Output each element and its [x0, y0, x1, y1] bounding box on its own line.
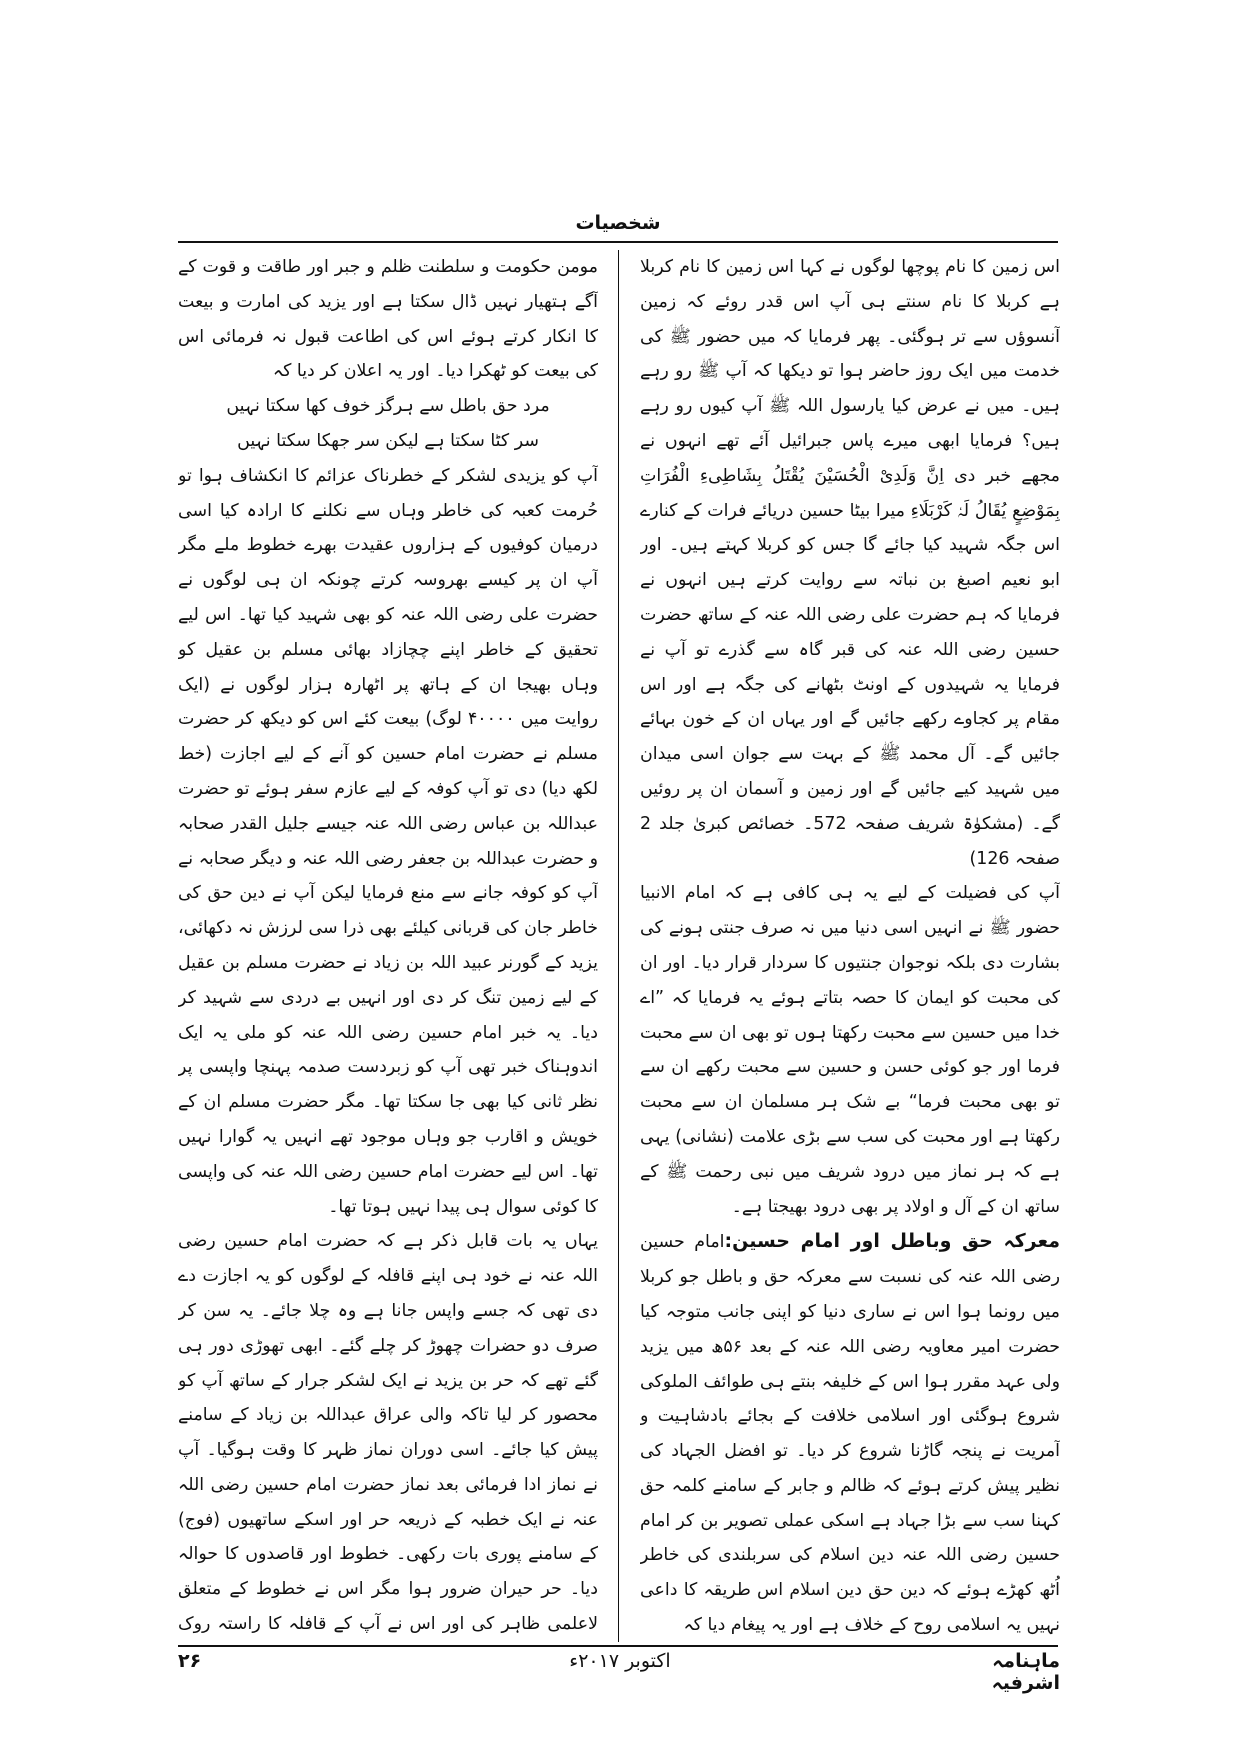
- right-paragraph-1: اس زمین کا نام پوچھا لوگوں نے کہا اس زمین کا نام کربلا ہے کربلا کا نام سنتے ہی آپ اس قدر روئے کہ زمین آنسوؤں سے تر ہوگئی۔ پھر فرمایا کہ میں حضور ﷺ کی خدمت میں ایک روز حاضر ہوا تو دیکھا کہ آپ ﷺ رو رہے ہیں۔ میں نے عرض کیا یارسول اللہ ﷺ آپ کیوں رو رہے ہیں؟ فرمایا ابھی میرے پاس جبرائیل آئے تھے انہوں نے مجھے خبر دی اِنَّ وَلَدِیْ الْحُسَیْنَ یُقْتَلُ بِشَاطِیءِ الْفُرَاتِ بِمَوْضِعٍ یُقَالُ لَہٗ کَرْبَلَاءِ میرا بیٹا حسین دریائے فرات کے کنارے اس جگہ شہید کیا جائے گا جس کو کربلا کہتے ہیں۔ اور ابو نعیم اصبغ بن نباتہ سے روایت کرتے ہیں انہوں نے فرمایا کہ ہم حضرت علی رضی اللہ عنہ کے ساتھ حضرت حسین رضی اللہ عنہ کی قبر گاہ سے گذرے تو آپ نے فرمایا یہ شہیدوں کے اونٹ بٹھانے کی جگہ ہے اور اس مقام پر کجاوے رکھے جائیں گے اور یہاں ان کے خون بہائے جائیں گے۔ آل محمد ﷺ کے بہت سے جوان اسی میدان میں شہید کیے جائیں گے اور زمین و آسمان ان پر روئیں گے۔ (مشکوٰۃ شریف صفحہ 572۔ خصائص کبریٰ جلد 2 صفحہ 126): [640, 257, 1060, 869]
- footer-rule: [178, 1645, 1058, 1647]
- section-title: شخصیات: [575, 212, 661, 234]
- left-paragraph-1: مومن حکومت و سلطنت ظلم و جبر اور طاقت و قوت کے آگے ہتھیار نہیں ڈال سکتا ہے اور یزید کی امارت و بیعت کا انکار کرتے ہوئے اس کی اطاعت قبول نہ فرمائی اس کی بیعت کو ٹھکرا دیا۔ اور یہ اعلان کر دیا کہ: [178, 257, 598, 382]
- right-column: [640, 250, 1060, 1640]
- column-divider: [618, 250, 619, 1642]
- section-paragraph: امام حسین رضی اللہ عنہ کی نسبت سے معرکہ حق و باطل جو کربلا میں رونما ہوا اس نے ساری دنیا کو اپنی جانب متوجہ کیا حضرت امیر معاویہ رضی اللہ عنہ کے بعد ۵۶ھ میں یزید ولی عہد مقرر ہوا اس کے خلیفہ بنتے ہی طوائف الملوکی شروع ہوگئی اور اسلامی خلافت کے بجائے بادشاہیت و آمریت نے پنجہ گاڑنا شروع کر دیا۔ تو افضل الجہاد کی نظیر پیش کرتے ہوئے کہ ظالم و جابر کے سامنے کلمہ حق کہنا سب سے بڑا جہاد ہے اسکی عملی تصویر بن کر امام حسین رضی اللہ عنہ دین اسلام کی سربلندی کی خاطر اُٹھ کھڑے ہوئے کہ دین حق دین اسلام اس طریقہ کا داعی نہیں یہ اسلامی روح کے خلاف ہے اور یہ پیغام دیا کہ: [640, 1232, 1060, 1636]
- page-number: ۲۶: [178, 1650, 202, 1672]
- left-paragraph-3: یہاں یہ بات قابل ذکر ہے کہ حضرت امام حسین رضی اللہ عنہ نے خود ہی اپنے قافلہ کے لوگوں کو یہ اجازت دے دی تھی کہ جسے واپس جانا ہے وہ چلا جائے۔ یہ سن کر صرف دو حضرات چھوڑ کر چلے گئے۔ ابھی تھوڑی دور ہی گئے تھے کہ حر بن یزید نے ایک لشکر جرار کے ساتھ آپ کو محصور کر لیا تاکہ والی عراق عبداللہ بن زیاد کے سامنے پیش کیا جائے۔ اسی دوران نماز ظہر کا وقت ہوگیا۔ آپ نے نماز ادا فرمائی بعد نماز حضرت امام حسین رضی اللہ عنہ نے ایک خطبہ کے ذریعہ حر اور اسکے ساتھیوں (فوج) کے سامنے پوری بات رکھی۔ خطوط اور قاصدوں کا حوالہ دیا۔ حر حیران ضرور ہوا مگر اس نے خطوط کے متعلق لاعلمی ظاہر کی اور اس نے آپ کے قافلہ کا راستہ روک: [178, 1231, 598, 1635]
- issue-date: اکتوبر ۲۰۱۷ء: [569, 1650, 671, 1672]
- verse-line-2: سر کٹا سکتا ہے لیکن سر جھکا سکتا نہیں: [237, 430, 539, 451]
- magazine-name: ماہنامہ اشرفیہ: [991, 1650, 1060, 1694]
- section-heading: معرکہ حق وباطل اور امام حسین:: [724, 1230, 1060, 1253]
- right-section: [640, 1224, 1060, 1640]
- right-paragraph-2: آپ کی فضیلت کے لیے یہ ہی کافی ہے کہ امام الانبیا حضور ﷺ نے انہیں اسی دنیا میں نہ صرف جنتی ہونے کی بشارت دی بلکہ نوجوان جنتیوں کا سردار قرار دیا۔ اور ان کی محبت کو ایمان کا حصہ بتاتے ہوئے یہ فرمایا کہ ”اے خدا میں حسین سے محبت رکھتا ہوں تو بھی ان سے محبت فرما اور جو کوئی حسن و حسین سے محبت رکھے ان سے تو بھی محبت فرما“ بے شک ہر مسلمان ان سے محبت رکھتا ہے اور محبت کی سب سے بڑی علامت (نشانی) یہی ہے کہ ہر نماز میں درود شریف میں نبی رحمت ﷺ کے ساتھ ان کے آل و اولاد پر بھی درود بھیجتا ہے۔: [640, 883, 1060, 1217]
- verse-line-1: مرد حق باطل سے ہرگز خوف کھا سکتا نہیں: [226, 396, 550, 417]
- left-column: [178, 250, 598, 1640]
- header-rule: [178, 241, 1058, 243]
- left-paragraph-2: آپ کو یزیدی لشکر کے خطرناک عزائم کا انکشاف ہوا تو حُرمت کعبہ کی خاطر وہاں سے نکلنے کا ارادہ کیا اسی درمیان کوفیوں کے ہزاروں عقیدت بھرے خطوط ملے مگر آپ ان پر کیسے بھروسہ کرتے چونکہ ان ہی لوگوں نے حضرت علی رضی اللہ عنہ کو بھی شہید کیا تھا۔ اس لیے تحقیق کے خاطر اپنے چچازاد بھائی مسلم بن عقیل کو وہاں بھیجا ان کے ہاتھ پر اٹھارہ ہزار لوگوں نے (ایک روایت میں ۴۰۰۰۰ لوگ) بیعت کئے اس کو دیکھ کر حضرت مسلم نے حضرت امام حسین کو آنے کے لیے اجازت (خط لکھ دیا) دی تو آپ کوفہ کے لیے عازم سفر ہوئے تو حضرت عبداللہ بن عباس رضی اللہ عنہ جیسے جلیل القدر صحابہ و حضرت عبداللہ بن جعفر رضی اللہ عنہ و دیگر صحابہ نے آپ کو کوفہ جانے سے منع فرمایا لیکن آپ نے دین حق کی خاطر جان کی قربانی کیلئے بھی ذرا سی لرزش نہ دکھائی، یزید کے گورنر عبید اللہ بن زیاد نے حضرت مسلم بن عقیل کے لیے زمین تنگ کر دی اور انہیں بے دردی سے شہید کر دیا۔ یہ خبر امام حسین رضی اللہ عنہ کو ملی یہ ایک اندوہناک خبر تھی آپ کو زبردست صدمہ پہنچا واپسی پر نظر ثانی کیا بھی جا سکتا تھا۔ مگر حضرت مسلم ان کے خویش و اقارب جو وہاں موجود تھے انہیں یہ گوارا نہیں تھا۔ اس لیے حضرت امام حسین رضی اللہ عنہ کی واپسی کا کوئی سوال ہی پیدا نہیں ہوتا تھا۔: [178, 465, 598, 1217]
